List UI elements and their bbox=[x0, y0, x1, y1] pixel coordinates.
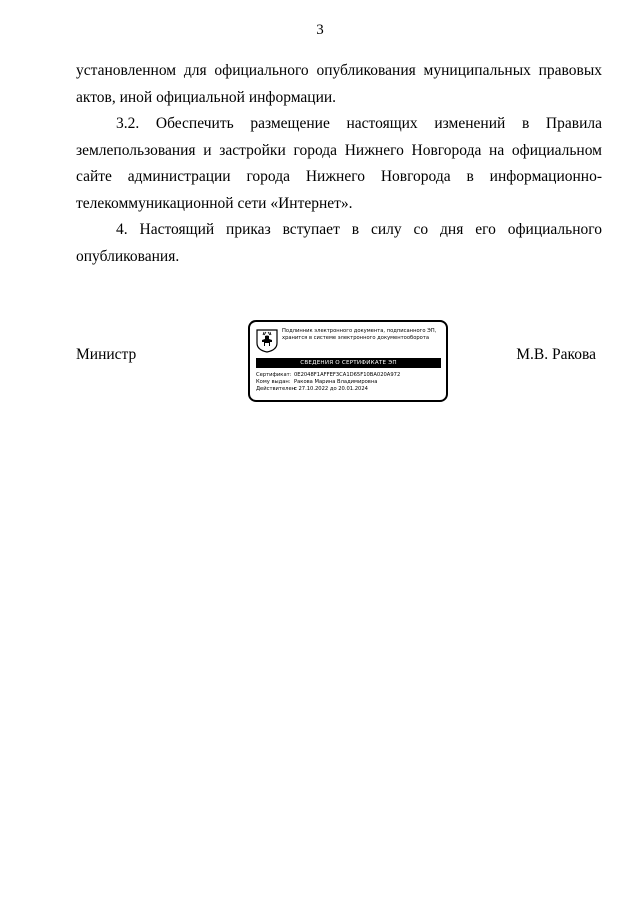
ep-stamp-details bbox=[256, 372, 441, 393]
signatory-name: М.В. Ракова bbox=[516, 346, 596, 363]
ep-owner-label: Кому выдан: bbox=[256, 379, 291, 385]
ep-stamp-band: СВЕДЕНИЯ О СЕРТИФИКАТЕ ЭП bbox=[256, 358, 441, 368]
paragraph-4: 4. Настоящий приказ вступает в силу со дня его официального опубликования. bbox=[76, 221, 602, 265]
ep-cert-value: 0E2048F1AFFEF3CA1D65F10BA020A972 bbox=[294, 372, 401, 378]
paragraph-3-2: 3.2. Обеспечить размещение настоящих изменений в Правила землепользования и застройки города Нижнего Новгорода на официальном сайте администрации города Нижнего Новгорода в информационно-телекоммуникационной сети «Интернет». bbox=[76, 115, 602, 212]
ep-cert-row bbox=[256, 372, 441, 379]
ep-cert-label: Сертификат: bbox=[256, 372, 292, 378]
paragraph-continuation: установленном для официального опубликования муниципальных правовых актов, иной официальной информации. bbox=[76, 62, 602, 106]
ep-stamp-header-line1: Подлинник электронного документа, подписанного ЭП, bbox=[282, 328, 437, 334]
nizhny-novgorod-deer-emblem-icon bbox=[256, 329, 278, 353]
page-number: 3 bbox=[316, 22, 324, 38]
ep-stamp-header bbox=[282, 328, 444, 342]
ep-valid-value: с 27.10.2022 до 20.01.2024 bbox=[294, 386, 368, 392]
signature-block bbox=[76, 318, 596, 408]
ep-valid-label: Действителен: bbox=[256, 386, 297, 392]
ep-stamp-header-line2: хранится в системе электронного документооборота bbox=[282, 335, 430, 341]
electronic-signature-stamp bbox=[248, 320, 448, 402]
ep-owner-row bbox=[256, 379, 441, 386]
ep-valid-row bbox=[256, 386, 441, 393]
ep-owner-value: Ракова Марина Владимировна bbox=[294, 379, 378, 385]
document-body bbox=[76, 58, 602, 270]
signatory-title: Министр bbox=[76, 346, 137, 363]
